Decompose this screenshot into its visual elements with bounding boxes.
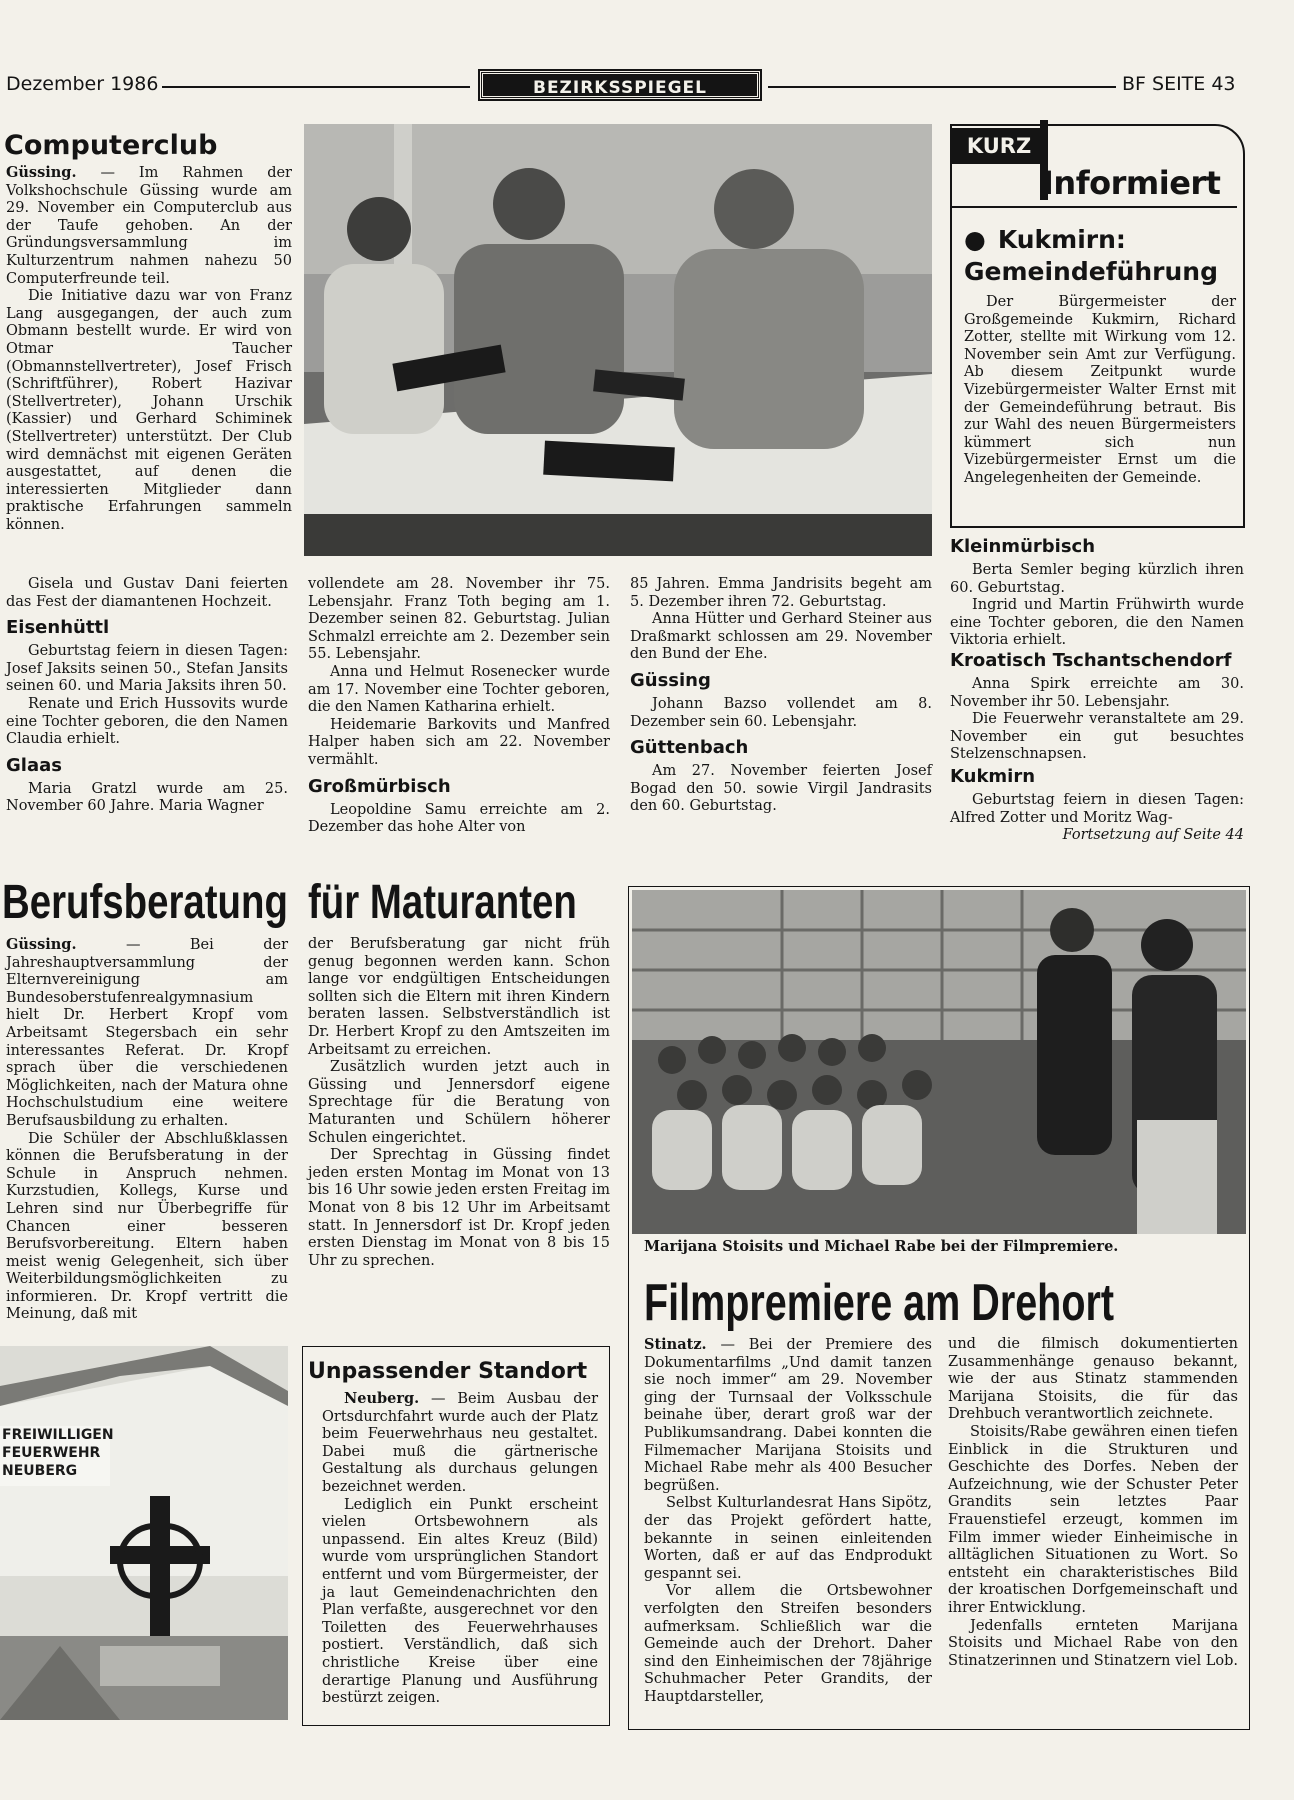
kurz-title: Informiert: [1042, 164, 1221, 202]
film-c2-p2: Stoisits/Rabe gewähren einen tiefen Einblick in die Strukturen und Geschichte des Dorfes. Neben der Aufzeichnung, wie der Schuster Peter Grandits sein letztes Paar Frauenstiefel erzeugt, kommen im Film immer wieder Einheimische in alltäglichen Situationen zu Wort. So entsteht ein charakteristisches Bild der kroatischen Dorfgemeinschaft und ihrer Entwicklung.: [948, 1423, 1238, 1616]
news-c4-p1: Berta Semler beging kürzlich ihren 60. Geburtstag.: [950, 562, 1244, 596]
news-c4-p4: Die Feuerwehr veranstaltete am 29. November ein gut besuchtes Stelzenschnapsen.: [950, 711, 1244, 763]
news-heading-kroatisch: Kroatisch Tschantschendorf: [950, 649, 1232, 671]
news-heading-guettenbach: Güttenbach: [630, 737, 749, 759]
beruf-c2-p2: Zusätzlich wurden jetzt auch in Güssing und Jennersdorf eigene Sprechtage für die Beratung von Maturanten und Schülern höherer Schulen eingerichtet.: [308, 1059, 610, 1146]
standort-sign-line-2: FEUERWEHR: [2, 1445, 101, 1461]
news-c2-p3: Heidemarie Barkovits und Manfred Halper haben sich am 22. November vermählt.: [308, 716, 610, 768]
news-c3-p4: Am 27. November feierten Josef Bogad den 50. sowie Virgil Jandrasits den 60. Geburtstag.: [630, 763, 932, 815]
news-column-2: [308, 576, 610, 837]
standort-text: [322, 1390, 598, 1708]
kurz-headline-2: Gemeindeführung: [964, 257, 1218, 286]
standort-p1: — Beim Ausbau der Ortsdurchfahrt wurde auch der Platz beim Feuerwehrhaus neu gestaltet. Dabei muß die gärtnerische Gestaltung als durchaus gelungen bezeichnet werden.: [322, 1391, 598, 1495]
standort-sign-line-1: FREIWILLIGEN: [2, 1427, 114, 1443]
beruf-column-1: [6, 936, 288, 1324]
news-heading-grossmuerbisch: Großmürbisch: [308, 775, 451, 797]
beruf-c2-p1: der Berufsberatung gar nicht früh genug begonnen werden kann. Schon lange vor endgültigen Entscheidungen sollten sich die Eltern mit ihren Kindern beraten lassen. Selbstverständlich ist Dr. Herbert Kropf zu den Amtszeiten im Arbeitsamt zu erreichen.: [308, 936, 610, 1058]
standort-sign-line-3: NEUBERG: [2, 1463, 78, 1479]
beruf-c1-p2: Die Schüler der Abschlußklassen können die Berufsberatung in der Schule in Anspruch nehmen. Kurzstudien, Kollegs, Kurse und Lehren sind nur Überbegriffe für Chancen einer besseren Berufsvorbereitung. Eltern haben meist wenig Gelegenheit, sich über Weiterbildungsmöglichkeiten zu informieren. Dr. Kropf vertritt die Meinung, daß mit: [6, 1130, 288, 1323]
news-heading-guessing: Güssing: [630, 669, 711, 691]
news-c2-p2: Anna und Helmut Rosenecker wurde am 17. November eine Tochter geboren, die den Namen Katharina erhielt.: [308, 663, 610, 716]
news-c1-p4: Maria Gratzl wurde am 25. November 60 Jahre. Maria Wagner: [6, 780, 288, 815]
film-title: Filmpremiere am Drehort: [644, 1274, 1115, 1332]
film-caption: Marijana Stoisits und Michael Rabe bei der Filmpremiere.: [644, 1238, 1119, 1255]
computerclub-paragraph: Die Initiative dazu war von Franz Lang ausgegangen, der auch zum Obmann bestellt wurde. Er wird von Otmar Taucher (Obmannstellvertreter), Josef Frisch (Schriftführer), Robert Hazivar (Stellvertreter), Johann Urschik (Kassier) und Gerhard Schiminek (Stellvertreter) unterstützt. Der Club wird demnächst mit eigenen Geräten ausgestattet, auf denen die interessierten Mitglieder dann praktische Erfahrungen sammeln können.: [6, 288, 292, 533]
standort-title: Unpassender Standort: [308, 1359, 588, 1384]
news-c3-p3: Johann Bazso vollendet am 8. Dezember sein 60. Lebensjahr.: [630, 695, 932, 730]
news-heading-glaas: Glaas: [6, 754, 62, 776]
news-heading-eisenhuettl: Eisenhüttl: [6, 617, 110, 639]
kurz-headline: [964, 224, 1234, 288]
news-c2-p1: vollendete am 28. November ihr 75. Lebensjahr. Franz Toth beging am 1. Dezember seinen 82. Geburtstag. Julian Schmalzl erreichte am 2. Dezember sein 55. Lebensjahr.: [308, 576, 610, 663]
news-heading-kleinmuerbisch: Kleinmürbisch: [950, 536, 1096, 557]
beruf-c1-p1: — Bei der Jahreshauptversammlung der Elternvereinigung am Bundesoberstufenrealgymnasium hielt Dr. Herbert Kropf vom Arbeitsamt Stegersbach ein sehr interessantes Referat. Dr. Kropf sprach über die verschiedenen Möglichkeiten, nach der Matura ohne Hochschulstudium eine weitere Berufsausbildung zu erhalten.: [6, 937, 288, 1129]
standort-p2: Lediglich ein Punkt erscheint vielen Ortsbewohnern als unpassend. Ein altes Kreuz (Bild) wurde vom ursprünglichen Standort entfernt und vom Bürgermeister, der ja laut Gemeindenachrichten den Plan verfaßte, ausgerechnet vor den Toiletten des Feuerwehrhauses postiert. Verständlich, daß sich christliche Kreise über eine derartige Planung und Ausführung bestürzt zeigen.: [322, 1496, 598, 1707]
film-c1-p1: — Bei der Premiere des Dokumentarfilms „Und damit tanzen sie noch immer“ am 29. November ging der Turnsaal der Volksschule beinahe über, derart groß war der Publikumsandrang. Dabei konnten die Filmemacher Marijana Stoisits und Michael Rabe mehr als 400 Besucher begrüßen.: [644, 1337, 932, 1494]
beruf-title-1: Berufsberatung: [2, 876, 288, 929]
news-c3-p2: Anna Hütter und Gerhard Steiner aus Draßmarkt schlossen am 29. November den Bund der Ehe.: [630, 611, 932, 663]
film-column-1: [644, 1336, 932, 1706]
film-photo: [632, 890, 1246, 1234]
header-section-badge: BEZIRKSSPIEGEL: [480, 71, 760, 99]
computerclub-photo: [304, 124, 932, 556]
computerclub-title: Computerclub: [4, 130, 218, 161]
news-c1-p3: Renate und Erich Hussovits wurde eine Tochter geboren, die den Namen Claudia erhielt.: [6, 695, 288, 748]
news-column-4: [950, 536, 1244, 845]
standort-photo: [0, 1346, 288, 1720]
film-c2-p3: Jedenfalls ernteten Marijana Stoisits und Michael Rabe von den Stinatzerinnen und Stinatzern viel Lob.: [948, 1617, 1238, 1669]
kurz-title-underline: [952, 206, 1237, 208]
news-c4-p2: Ingrid und Martin Frühwirth wurde eine Tochter geboren, die den Namen Viktoria erhielt.: [950, 597, 1244, 649]
header-rule-left: [162, 86, 470, 88]
computerclub-lead: — Im Rahmen der Volkshochschule Güssing wurde am 29. November ein Computerclub aus der Taufe gehoben. An der Gründungsversammlung im Kulturzentrum nahmen nahezu 50 Computerfreunde teil.: [6, 165, 292, 287]
news-column-3: [630, 576, 932, 816]
header-page-number: BF SEITE 43: [1122, 73, 1236, 95]
computerclub-place: Güssing.: [6, 164, 77, 181]
kurz-headline-1: Kukmirn:: [997, 225, 1126, 254]
beruf-c2-p3: Der Sprechtag in Güssing findet jeden ersten Montag im Monat von 13 bis 16 Uhr sowie jeden ersten Freitag im Monat von 8 bis 12 Uhr im Arbeitsamt statt. In Jennersdorf ist Dr. Kropf jeden ersten Dienstag im Monat von 8 bis 15 Uhr zu sprechen.: [308, 1147, 610, 1269]
standort-photo-scene: [0, 1346, 288, 1720]
header-rule-right: [768, 86, 1116, 88]
film-place: Stinatz.: [644, 1336, 707, 1353]
news-continued-link[interactable]: Fortsetzung auf Seite 44: [1062, 827, 1244, 844]
computerclub-photo-scene: [304, 124, 932, 556]
news-c4-p3: Anna Spirk erreichte am 30. November ihr 50. Lebensjahr.: [950, 675, 1244, 710]
kurz-paragraph: Der Bürgermeister der Großgemeinde Kukmirn, Richard Zotter, stellte mit Wirkung vom 12. November sein Amt zur Verfügung. Ab diesem Zeitpunkt wurde Vizebürgermeister Walter Ernst mit der Gemeindeführung betraut. Bis zur Wahl des neuen Bürgermeisters kümmert sich nun Vizebürgermeister Ernst um die Angelegenheiten der Gemeinde.: [964, 294, 1236, 486]
news-column-1: [6, 576, 288, 816]
film-photo-scene: [632, 890, 1246, 1234]
beruf-title-2: für Maturanten: [308, 876, 577, 929]
beruf-place: Güssing.: [6, 936, 77, 953]
film-c1-p2: Selbst Kulturlandesrat Hans Sipötz, der das Projekt gefördert hatte, bekannte in seinen einleitenden Worten, daß er auf das Endprodukt gespannt sei.: [644, 1495, 932, 1582]
beruf-column-2: [308, 936, 610, 1270]
news-c1-p1: Gisela und Gustav Dani feierten das Fest der diamantenen Hochzeit.: [6, 576, 288, 610]
news-c4-p5: Geburtstag feiern in diesen Tagen: Alfred Zotter und Moritz Wag-: [950, 791, 1244, 826]
film-c1-p3: Vor allem die Ortsbewohner verfolgten den Streifen besonders aufmerksam. Schließlich war die Gemeinde auch der Drehort. Daher sind den Einheimischen der 78jährige Schuhmacher Peter Grandits, der Hauptdarsteller,: [644, 1583, 932, 1705]
news-heading-kukmirn: Kukmirn: [950, 765, 1036, 787]
kurz-bullet-icon: ●: [964, 225, 986, 254]
kurz-text: [964, 294, 1236, 488]
film-c2-p1: und die filmisch dokumentierten Zusammenhänge genauso bekannt, wie der aus Stinatz stammenden Marijana Stoisits, die für das Drehbuch verantwortlich zeichnete.: [948, 1336, 1238, 1423]
header-date: Dezember 1986: [6, 73, 159, 95]
news-c3-p1: 85 Jahren. Emma Jandrisits begeht am 5. Dezember ihren 72. Geburtstag.: [630, 576, 932, 610]
news-c1-p2: Geburtstag feiern in diesen Tagen: Josef Jaksits seinen 50., Stefan Jansits seinen 60. und Maria Jaksits ihren 50.: [6, 643, 288, 695]
film-column-2: [948, 1336, 1238, 1670]
computerclub-article: [6, 164, 292, 534]
kurz-badge: KURZ: [952, 128, 1046, 164]
news-c2-p4: Leopoldine Samu erreichte am 2. Dezember das hohe Alter von: [308, 801, 610, 836]
standort-place: Neuberg.: [344, 1390, 420, 1407]
